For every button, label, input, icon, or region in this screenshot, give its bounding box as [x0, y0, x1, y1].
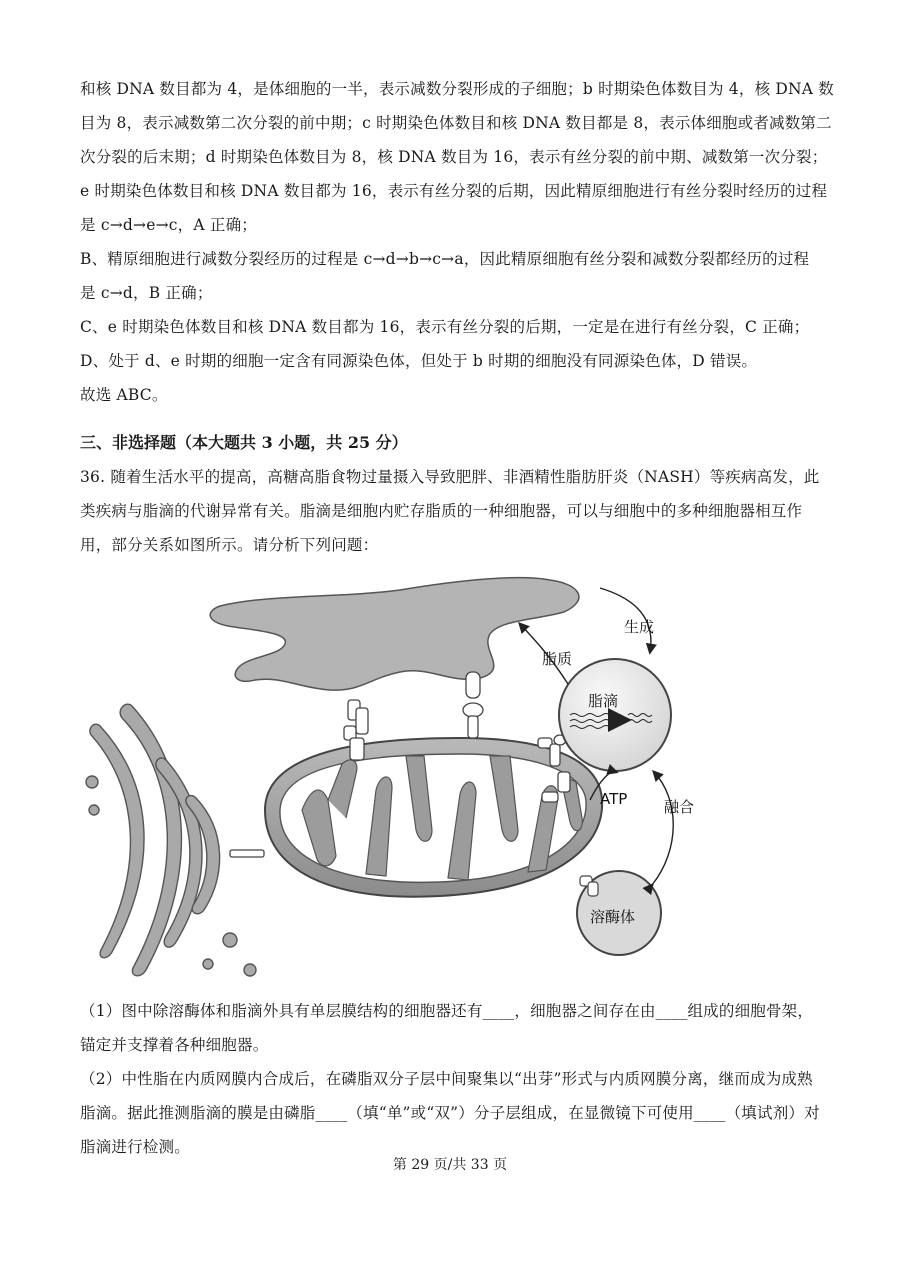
text-line: 目为 8，表示减数第二次分裂的前中期；c 时期染色体数目和核 DNA 数目都是 8，表示体细胞或者减数第二 — [80, 114, 832, 132]
text-line: 脂滴进行检测。 — [80, 1138, 190, 1156]
sub-question-2 — [80, 1062, 820, 1164]
text-line: 故选 ABC。 — [80, 386, 168, 404]
figure-svg — [80, 560, 820, 990]
text-line: D、处于 d、e 时期的细胞一定含有同源染色体，但处于 b 时期的细胞没有同源染色体，D 错误。 — [80, 352, 758, 370]
text-line: 是 c→d，B 正确； — [80, 284, 213, 302]
answer-explanation — [80, 72, 835, 412]
question-36-stem — [80, 460, 820, 562]
label-generate: 生成 — [624, 618, 655, 636]
text-line: 36. 随着生活水平的提高，高糖高脂食物过量摄入导致肥胖、非酒精性脂肪肝炎（NASH）等疾病高发，此 — [80, 468, 820, 486]
text-line: 锚定并支撑着各种细胞器。 — [80, 1036, 269, 1054]
section-heading: 三、非选择题（本大题共 3 小题，共 25 分） — [80, 433, 408, 452]
organelle-interaction-figure — [80, 560, 820, 990]
page-footer: 第 29 页/共 33 页 — [392, 1157, 508, 1173]
label-lipid: 脂质 — [542, 650, 573, 668]
text-line: 和核 DNA 数目都为 4，是体细胞的一半，表示减数分裂形成的子细胞；b 时期染色体数目为 4，核 DNA 数 — [80, 80, 835, 98]
label-lipid-droplet: 脂滴 — [588, 692, 619, 710]
text-line: 用，部分关系如图所示。请分析下列问题： — [80, 536, 379, 554]
label-atp: ATP — [600, 790, 628, 808]
text-line: 类疾病与脂滴的代谢异常有关。脂滴是细胞内贮存脂质的一种细胞器，可以与细胞中的多种细胞器相互作 — [80, 502, 803, 520]
text-line: e 时期染色体数目和核 DNA 数目都为 16，表示有丝分裂的后期，因此精原细胞进行有丝分裂时经历的过程 — [80, 182, 828, 200]
golgi-apparatus — [86, 704, 256, 976]
text-line: 脂滴。据此推测脂滴的膜是由磷脂____（填“单”或“双”）分子层组成，在显微镜下可使用____（填试剂）对 — [80, 1104, 820, 1122]
text-line: 是 c→d→e→c，A 正确； — [80, 216, 257, 234]
text-line: （2）中性脂在内质网膜内合成后，在磷脂双分子层中间聚集以“出芽”形式与内质网膜分离，继而成为成熟 — [80, 1070, 813, 1088]
label-fusion: 融合 — [664, 798, 695, 816]
sub-question-1 — [80, 994, 820, 1062]
text-line: B、精原细胞进行减数分裂经历的过程是 c→d→b→c→a，因此精原细胞有丝分裂和减数分裂都经历的过程 — [80, 250, 810, 268]
label-lysosome: 溶酶体 — [590, 908, 636, 926]
text-line: （1）图中除溶酶体和脂滴外具有单层膜结构的细胞器还有____，细胞器之间存在由____组成的细胞骨架， — [80, 1002, 814, 1020]
text-line: C、e 时期染色体数目和核 DNA 数目都为 16，表示有丝分裂的后期，一定是在进行有丝分裂，C 正确； — [80, 318, 810, 336]
endoplasmic-reticulum-shape — [210, 578, 579, 691]
text-line: 次分裂的后末期；d 时期染色体数目为 8，核 DNA 数目为 16，表示有丝分裂的前中期、减数第一次分裂； — [80, 148, 828, 166]
lipid-droplet — [559, 659, 671, 771]
